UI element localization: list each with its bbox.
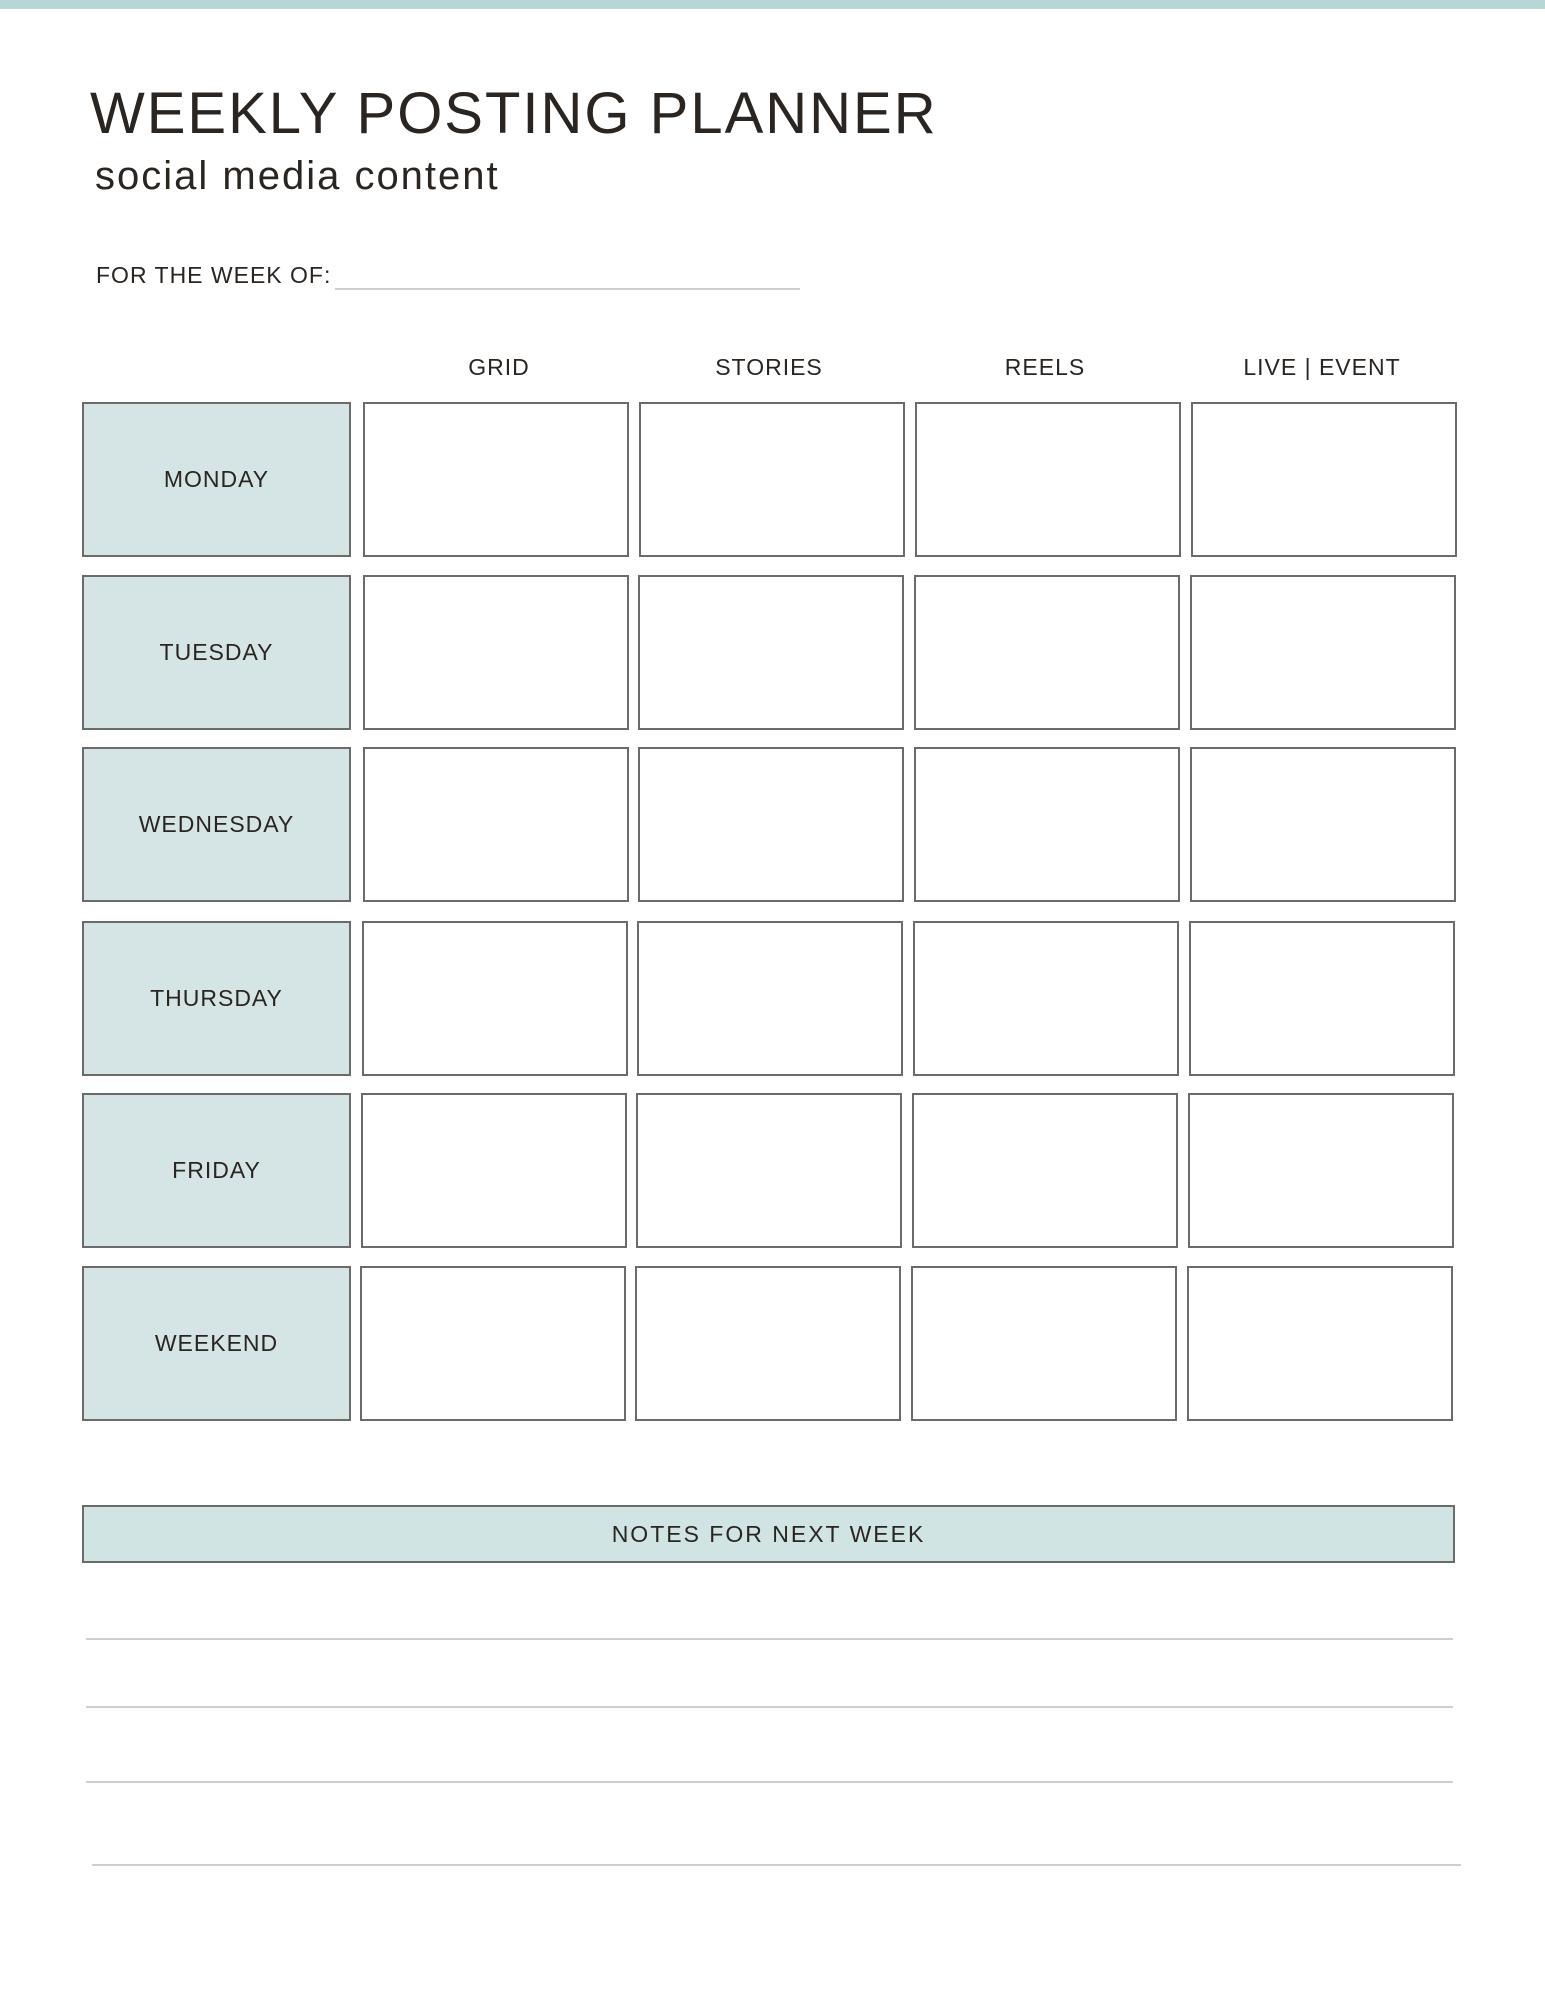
day-label-wednesday: WEDNESDAY <box>82 747 351 902</box>
planner-cell-stories[interactable] <box>638 747 904 902</box>
planner-cell-live-event[interactable] <box>1190 747 1456 902</box>
planner-cell-grid[interactable] <box>360 1266 626 1421</box>
planner-cell-reels[interactable] <box>914 575 1180 730</box>
week-of-label: FOR THE WEEK OF: <box>96 262 332 288</box>
week-of-input-line[interactable] <box>335 288 800 290</box>
planner-cell-stories[interactable] <box>635 1266 901 1421</box>
planner-cell-reels[interactable] <box>911 1266 1177 1421</box>
column-header-grid: GRID <box>468 354 530 380</box>
day-label-thursday: THURSDAY <box>82 921 351 1076</box>
planner-cell-reels[interactable] <box>912 1093 1178 1248</box>
planner-cell-live-event[interactable] <box>1189 921 1455 1076</box>
day-label-friday: FRIDAY <box>82 1093 351 1248</box>
day-label-tuesday: TUESDAY <box>82 575 351 730</box>
planner-cell-stories[interactable] <box>639 402 905 557</box>
planner-cell-grid[interactable] <box>362 921 628 1076</box>
planner-cell-stories[interactable] <box>638 575 904 730</box>
planner-cell-grid[interactable] <box>363 402 629 557</box>
planner-cell-live-event[interactable] <box>1187 1266 1453 1421</box>
day-label-monday: MONDAY <box>82 402 351 557</box>
note-line[interactable] <box>86 1638 1453 1640</box>
planner-cell-reels[interactable] <box>914 747 1180 902</box>
note-line[interactable] <box>92 1864 1461 1866</box>
top-accent-bar <box>0 0 1545 9</box>
planner-cell-grid[interactable] <box>361 1093 627 1248</box>
note-line[interactable] <box>86 1781 1453 1783</box>
column-header-reels: REELS <box>1004 354 1086 380</box>
planner-cell-live-event[interactable] <box>1191 402 1457 557</box>
page-subtitle: social media content <box>95 154 500 198</box>
planner-cell-grid[interactable] <box>363 747 629 902</box>
planner-cell-reels[interactable] <box>913 921 1179 1076</box>
planner-cell-stories[interactable] <box>637 921 903 1076</box>
planner-cell-grid[interactable] <box>363 575 629 730</box>
page-title: WEEKLY POSTING PLANNER <box>90 81 938 146</box>
planner-cell-reels[interactable] <box>915 402 1181 557</box>
planner-cell-stories[interactable] <box>636 1093 902 1248</box>
column-header-live-event: LIVE | EVENT <box>1243 354 1401 380</box>
note-line[interactable] <box>86 1706 1453 1708</box>
notes-header: NOTES FOR NEXT WEEK <box>82 1505 1455 1563</box>
day-label-weekend: WEEKEND <box>82 1266 351 1421</box>
planner-cell-live-event[interactable] <box>1188 1093 1454 1248</box>
column-header-stories: STORIES <box>715 354 823 380</box>
planner-cell-live-event[interactable] <box>1190 575 1456 730</box>
